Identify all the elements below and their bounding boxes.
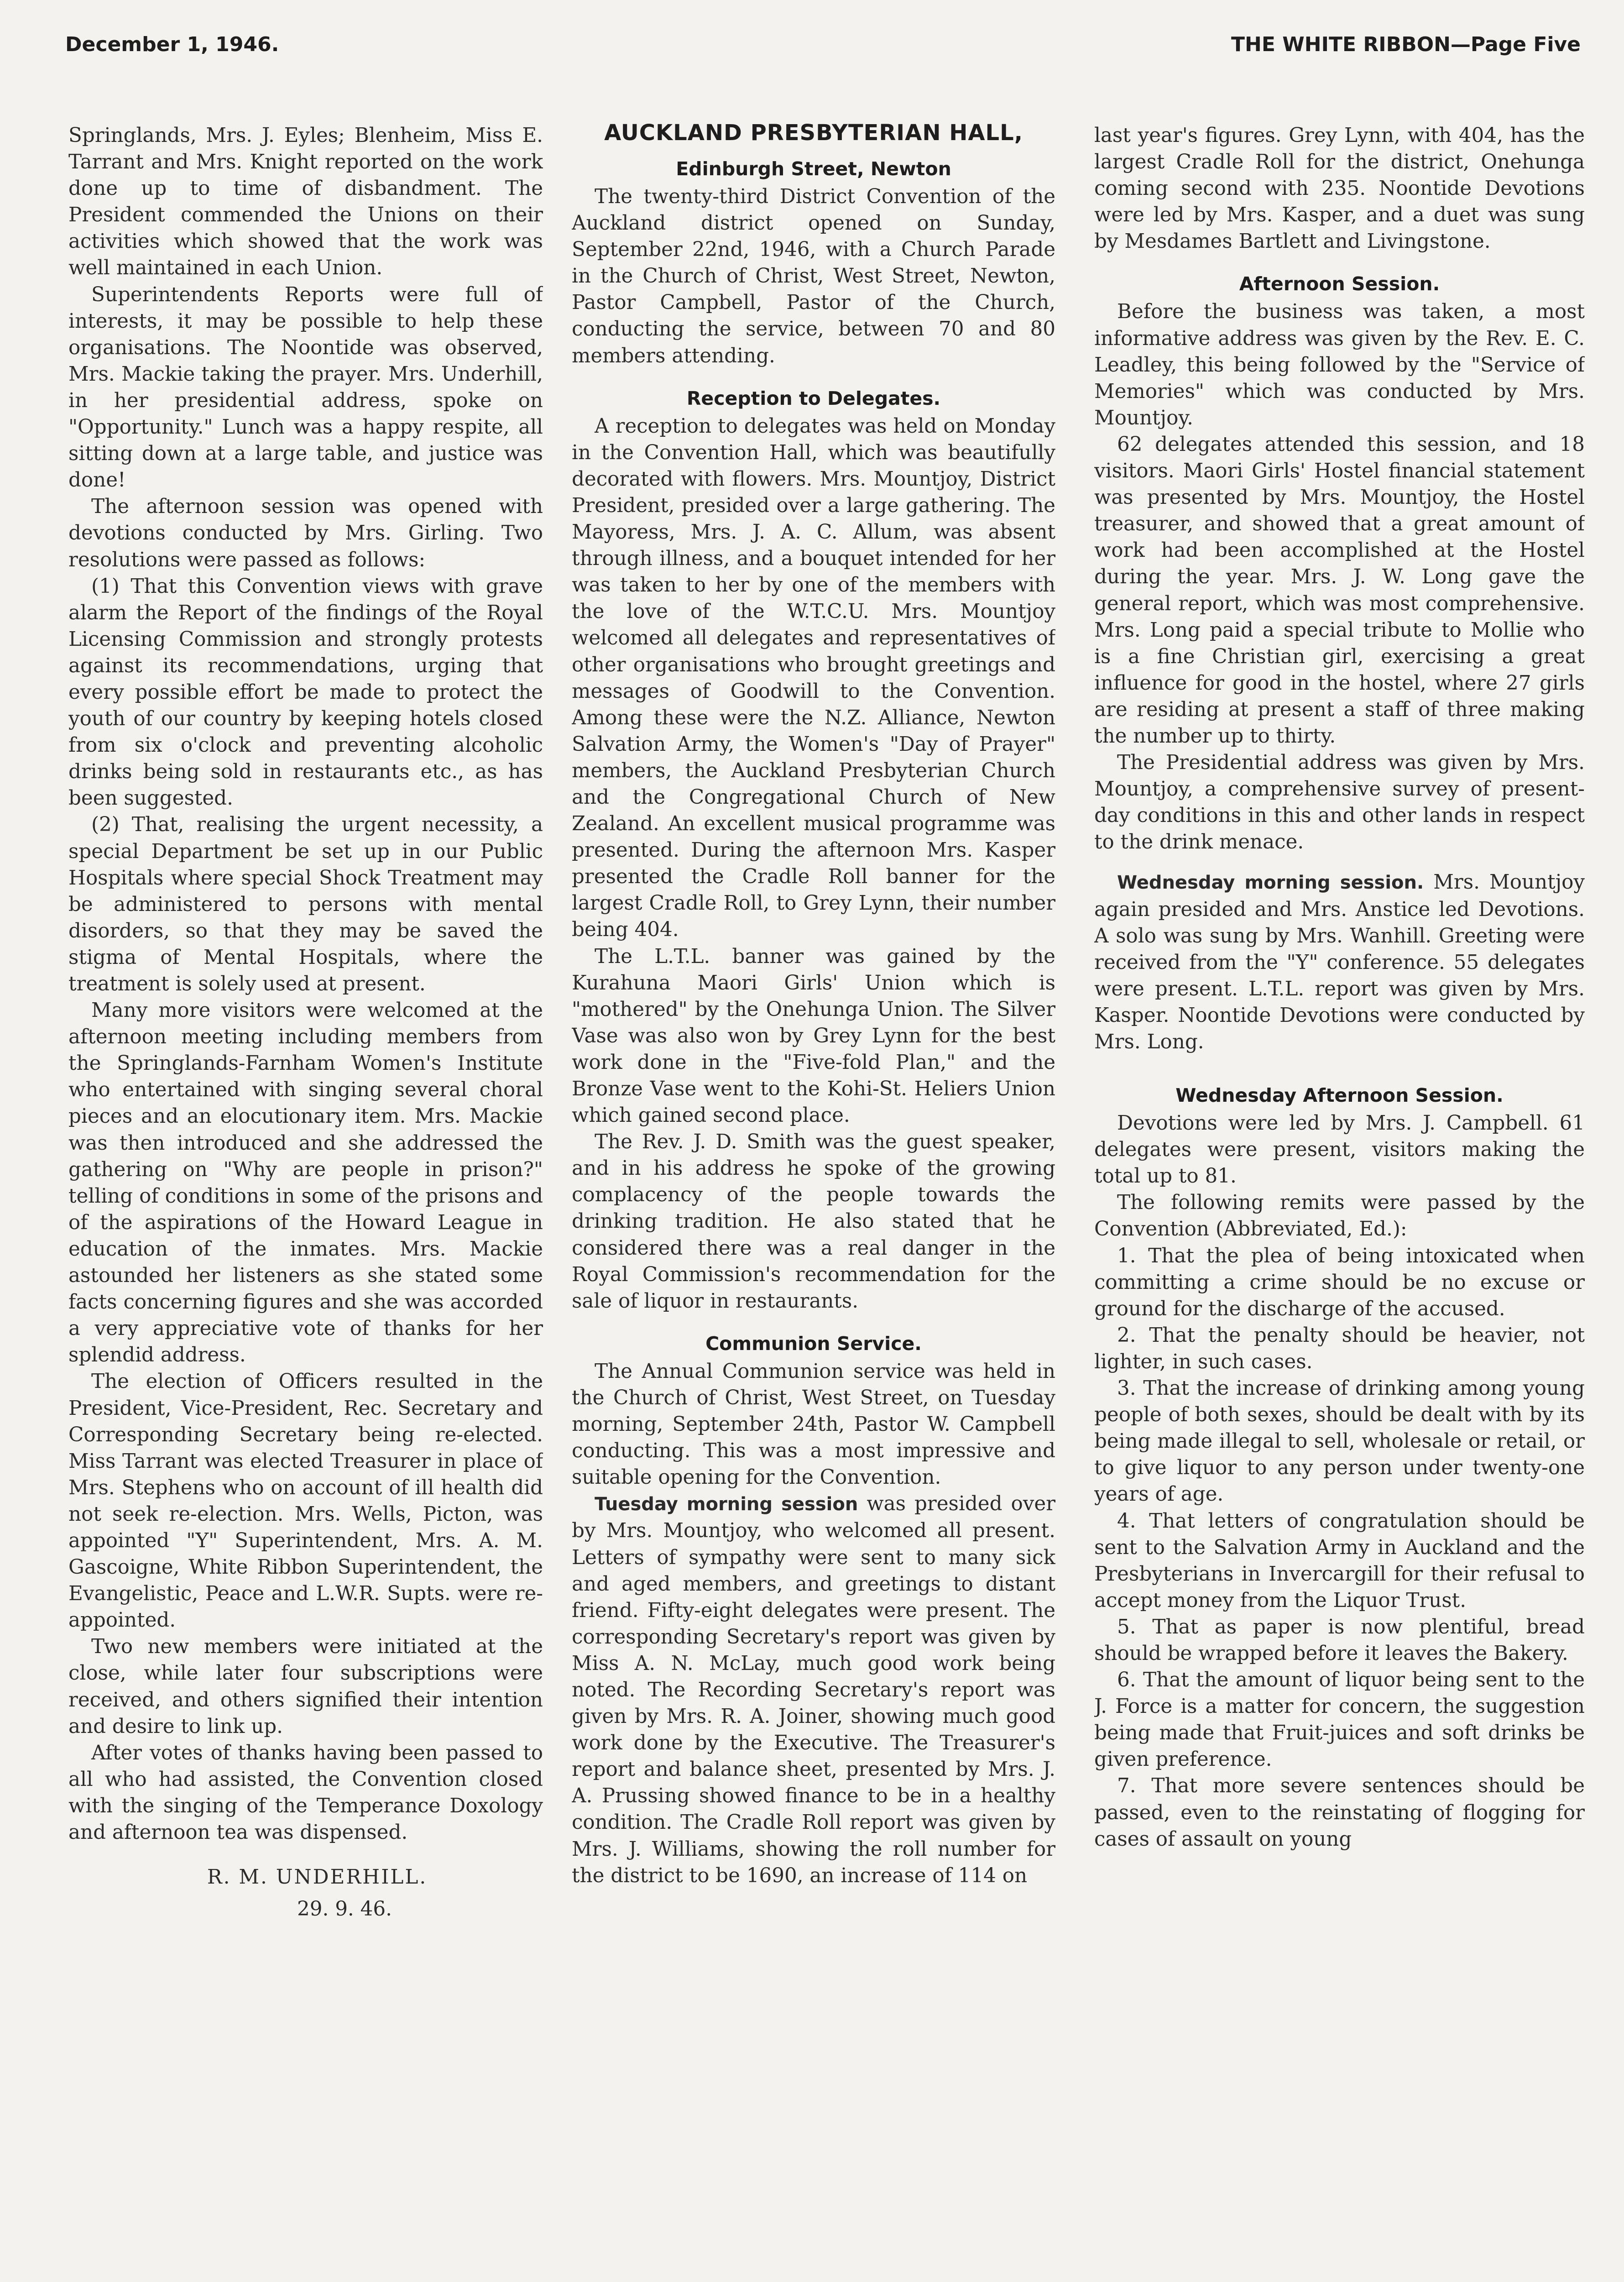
- article-title: AUCKLAND PRESBYTERIAN HALL,: [604, 120, 1023, 146]
- section-heading: Reception to Delegates.: [686, 387, 941, 409]
- paragraph: Devotions were led by Mrs. J. Campbell. 61 delegates were present, visitors making the total up to 81.: [1094, 1112, 1585, 1188]
- section-heading: Edinburgh Street, Newton: [676, 158, 951, 180]
- issue-date: December 1, 1946.: [65, 33, 279, 56]
- paragraph: [1094, 869, 1585, 1055]
- column-2: [572, 120, 1055, 2282]
- resolution-1: (1) That this Convention views with grave alarm the Report of the findings of the Royal Licensing Commission and strongly protests against its recommendations, urging that every possible effort be made to protect the youth of our country by keeping hotels closed from six o'clock and preventing alcoholic drinks being sold in restaurants etc., as has been suggested.: [68, 575, 543, 810]
- paragraph: The twenty-third District Convention of the Auckland district opened on Sunday, September 22nd, 1946, with a Church Parade in the Church of Christ, West Street, Newton, Pastor Campbell, Pastor of the Church, conducting the service, between 70 and 80 members attending.: [572, 185, 1055, 367]
- paragraph: 62 delegates attended this session, and 18 visitors. Maori Girls' Hostel financial statement was presented by Mrs. Mountjoy, the Hostel treasurer, and showed that a great amount of work had been accomplished at the Hostel during the year. Mrs. J. W. Long gave the general report, which was most comprehensive. Mrs. Long paid a special tribute to Mollie who is a fine Christian girl, exercising a great influence for good in the hostel, where 27 girls are residing at present a staff of three making the number up to thirty.: [1094, 433, 1585, 748]
- paragraph: The Rev. J. D. Smith was the guest speaker, and in his address he spoke of the growing complacency of the people towards the drinking tradition. He also stated that he considered there was a real danger in the Royal Commission's recommendation for the sale of liquor in restaurants.: [572, 1131, 1055, 1313]
- signature-name: R. M. UNDERHILL.: [207, 1866, 428, 1889]
- paragraph-text: was presided over by Mrs. Mountjoy, who welcomed all present. Letters of sympathy were sent to many sick and aged members, and greetings to distant friend. Fifty-eight delegates were present. The corresponding Secretary's report was given by Miss A. N. McLay, much good work being noted. The Recording Secretary's report was given by Mrs. R. A. Joiner, showing much good work done by the Executive. The Treasurer's report and balance sheet, presented by Mrs. J. A. Prussing showed finance to be in a healthy condition. The Cradle Roll report was given by Mrs. J. Williams, showing the roll number for the district to be 1690, an increase of 114 on: [572, 1492, 1055, 1887]
- paragraph: The afternoon session was opened with devotions conducted by Mrs. Girling. Two resolutions were passed as follows:: [68, 495, 543, 571]
- page-title: THE WHITE RIBBON—Page Five: [1231, 33, 1581, 56]
- paragraph: Many more visitors were welcomed at the afternoon meeting including members from the Springlands-Farnham Women's Institute who entertained with singing several choral pieces and an elocutionary item. Mrs. Mackie was then introduced and she addressed the gathering on "Why are people in prison?" telling of conditions in some of the prisons and of the aspirations of the Howard League in education of the inmates. Mrs. Mackie astounded her listeners as she stated some facts concerning figures and she was accorded a very appreciative vote of thanks for her splendid address.: [68, 999, 543, 1367]
- paragraph: Springlands, Mrs. J. Eyles; Blenheim, Miss E. Tarrant and Mrs. Knight reported on the work done up to time of disbandment. The President commended the Unions on their activities which showed that the work was well maintained in each Union.: [68, 124, 543, 280]
- inline-heading: Wednesday morning session.: [1117, 872, 1424, 894]
- column-3: [1094, 122, 1585, 2282]
- paragraph: The election of Officers resulted in the President, Vice-President, Rec. Secretary and Corresponding Secretary being re-elected. Miss Tarrant was elected Treasurer in place of Mrs. Stephens who on account of ill health did not seek re-election. Mrs. Wells, Picton, was appointed "Y" Superintendent, Mrs. A. M. Gascoigne, White Ribbon Superintendent, the Evangelistic, Peace and L.W.R. Supts. were re-appointed.: [68, 1370, 543, 1632]
- paragraph: The Presidential address was given by Mrs. Mountjoy, a comprehensive survey of present-day conditions in this and other lands in respect to the drink menace.: [1094, 751, 1585, 854]
- section-heading: Wednesday Afternoon Session.: [1175, 1084, 1504, 1107]
- section-heading: Afternoon Session.: [1239, 273, 1440, 295]
- paragraph: After votes of thanks having been passed to all who had assisted, the Convention closed with the singing of the Temperance Doxology and afternoon tea was dispensed.: [68, 1741, 543, 1844]
- paragraph: Superintendents Reports were full of interests, it may be possible to help these organisations. The Noontide was observed, Mrs. Mackie taking the prayer. Mrs. Underhill, in her presidential address, spoke on "Opportunity." Lunch was a happy respite, all sitting down at a large table, and justice was done!: [68, 283, 543, 492]
- remit-1: 1. That the plea of being intoxicated when committing a crime should be no excuse or ground for the discharge of the accused.: [1094, 1244, 1585, 1320]
- paragraph: The Annual Communion service was held in the Church of Christ, West Street, on Tuesday morning, September 24th, Pastor W. Campbell conducting. This was a most impressive and suitable opening for the Convention.: [572, 1360, 1055, 1489]
- remit-5: 5. That as paper is now plentiful, bread should be wrapped before it leaves the Bakery.: [1094, 1615, 1585, 1665]
- paragraph: Before the business was taken, a most informative address was given by the Rev. E. C. Leadley, this being followed by the "Service of Memories" which was conducted by Mrs. Mountjoy.: [1094, 300, 1585, 429]
- resolution-2: (2) That, realising the urgent necessity, a special Department be set up in our Public Hospitals where special Shock Treatment may be administered to persons with mental disorders, so that they may be saved the stigma of Mental Hospitals, where the treatment is solely used at present.: [68, 813, 543, 995]
- paragraph: Two new members were initiated at the close, while later four subscriptions were received, and others signified their intention and desire to link up.: [68, 1635, 543, 1738]
- paragraph: [572, 1491, 1055, 1889]
- signature-date: 29. 9. 46.: [297, 1898, 392, 1921]
- column-1: [68, 122, 543, 2282]
- inline-heading: Tuesday morning session: [595, 1494, 858, 1515]
- paragraph: A reception to delegates was held on Monday in the Convention Hall, which was beautifully decorated with flowers. Mrs. Mountjoy, District President, presided over a large gathering. The Mayoress, Mrs. J. A. C. Allum, was absent through illness, and a bouquet intended for her was taken to her by one of the members with the love of the W.T.C.U. Mrs. Mountjoy welcomed all delegates and representatives of other organisations who brought greetings and messages of Goodwill to the Convention. Among these were the N.Z. Alliance, Newton Salvation Army, the Women's "Day of Prayer" members, the Auckland Presbyterian Church and the Congregational Church of New Zealand. An excellent musical programme was presented. During the afternoon Mrs. Kasper presented the Cradle Roll banner for the largest Cradle Roll, to Grey Lynn, their number being 404.: [572, 414, 1055, 942]
- paragraph: The following remits were passed by the Convention (Abbreviated, Ed.):: [1094, 1191, 1585, 1241]
- remit-6: 6. That the amount of liquor being sent to the J. Force is a matter for concern, the suggestion being made that Fruit-juices and soft drinks be given preference.: [1094, 1669, 1585, 1771]
- remit-4: 4. That letters of congratulation should be sent to the Salvation Army in Auckland and the Presbyterians in Invercargill for their refusal to accept money from the Liquor Trust.: [1094, 1509, 1585, 1612]
- paragraph: last year's figures. Grey Lynn, with 404, has the largest Cradle Roll for the district, Onehunga coming second with 235. Noontide Devotions were led by Mrs. Kasper, and a duet was sung by Mesdames Bartlett and Livingstone.: [1094, 124, 1585, 253]
- remit-7: 7. That more severe sentences should be passed, even to the reinstating of flogging for cases of assault on young: [1094, 1774, 1585, 1851]
- paragraph-text: Mrs. Mountjoy again presided and Mrs. Anstice led Devotions. A solo was sung by Mrs. Wanhill. Greeting were received from the "Y" conference. 55 delegates were present. L.T.L. report was given by Mrs. Kasper. Noontide Devotions were conducted by Mrs. Long.: [1094, 871, 1585, 1053]
- remit-2: 2. That the penalty should be heavier, not lighter, in such cases.: [1094, 1324, 1585, 1373]
- remit-3: 3. That the increase of drinking among young people of both sexes, should be dealt with by its being made illegal to sell, wholesale or retail, or to give liquor to any person under twenty-one years of age.: [1094, 1377, 1585, 1506]
- paragraph: The L.T.L. banner was gained by the Kurahuna Maori Girls' Union which is "mothered" by the Onehunga Union. The Silver Vase was also won by Grey Lynn for the best work done in the "Five-fold Plan," and the Bronze Vase went to the Kohi-St. Heliers Union which gained second place.: [572, 945, 1055, 1127]
- section-heading: Communion Service.: [705, 1332, 922, 1355]
